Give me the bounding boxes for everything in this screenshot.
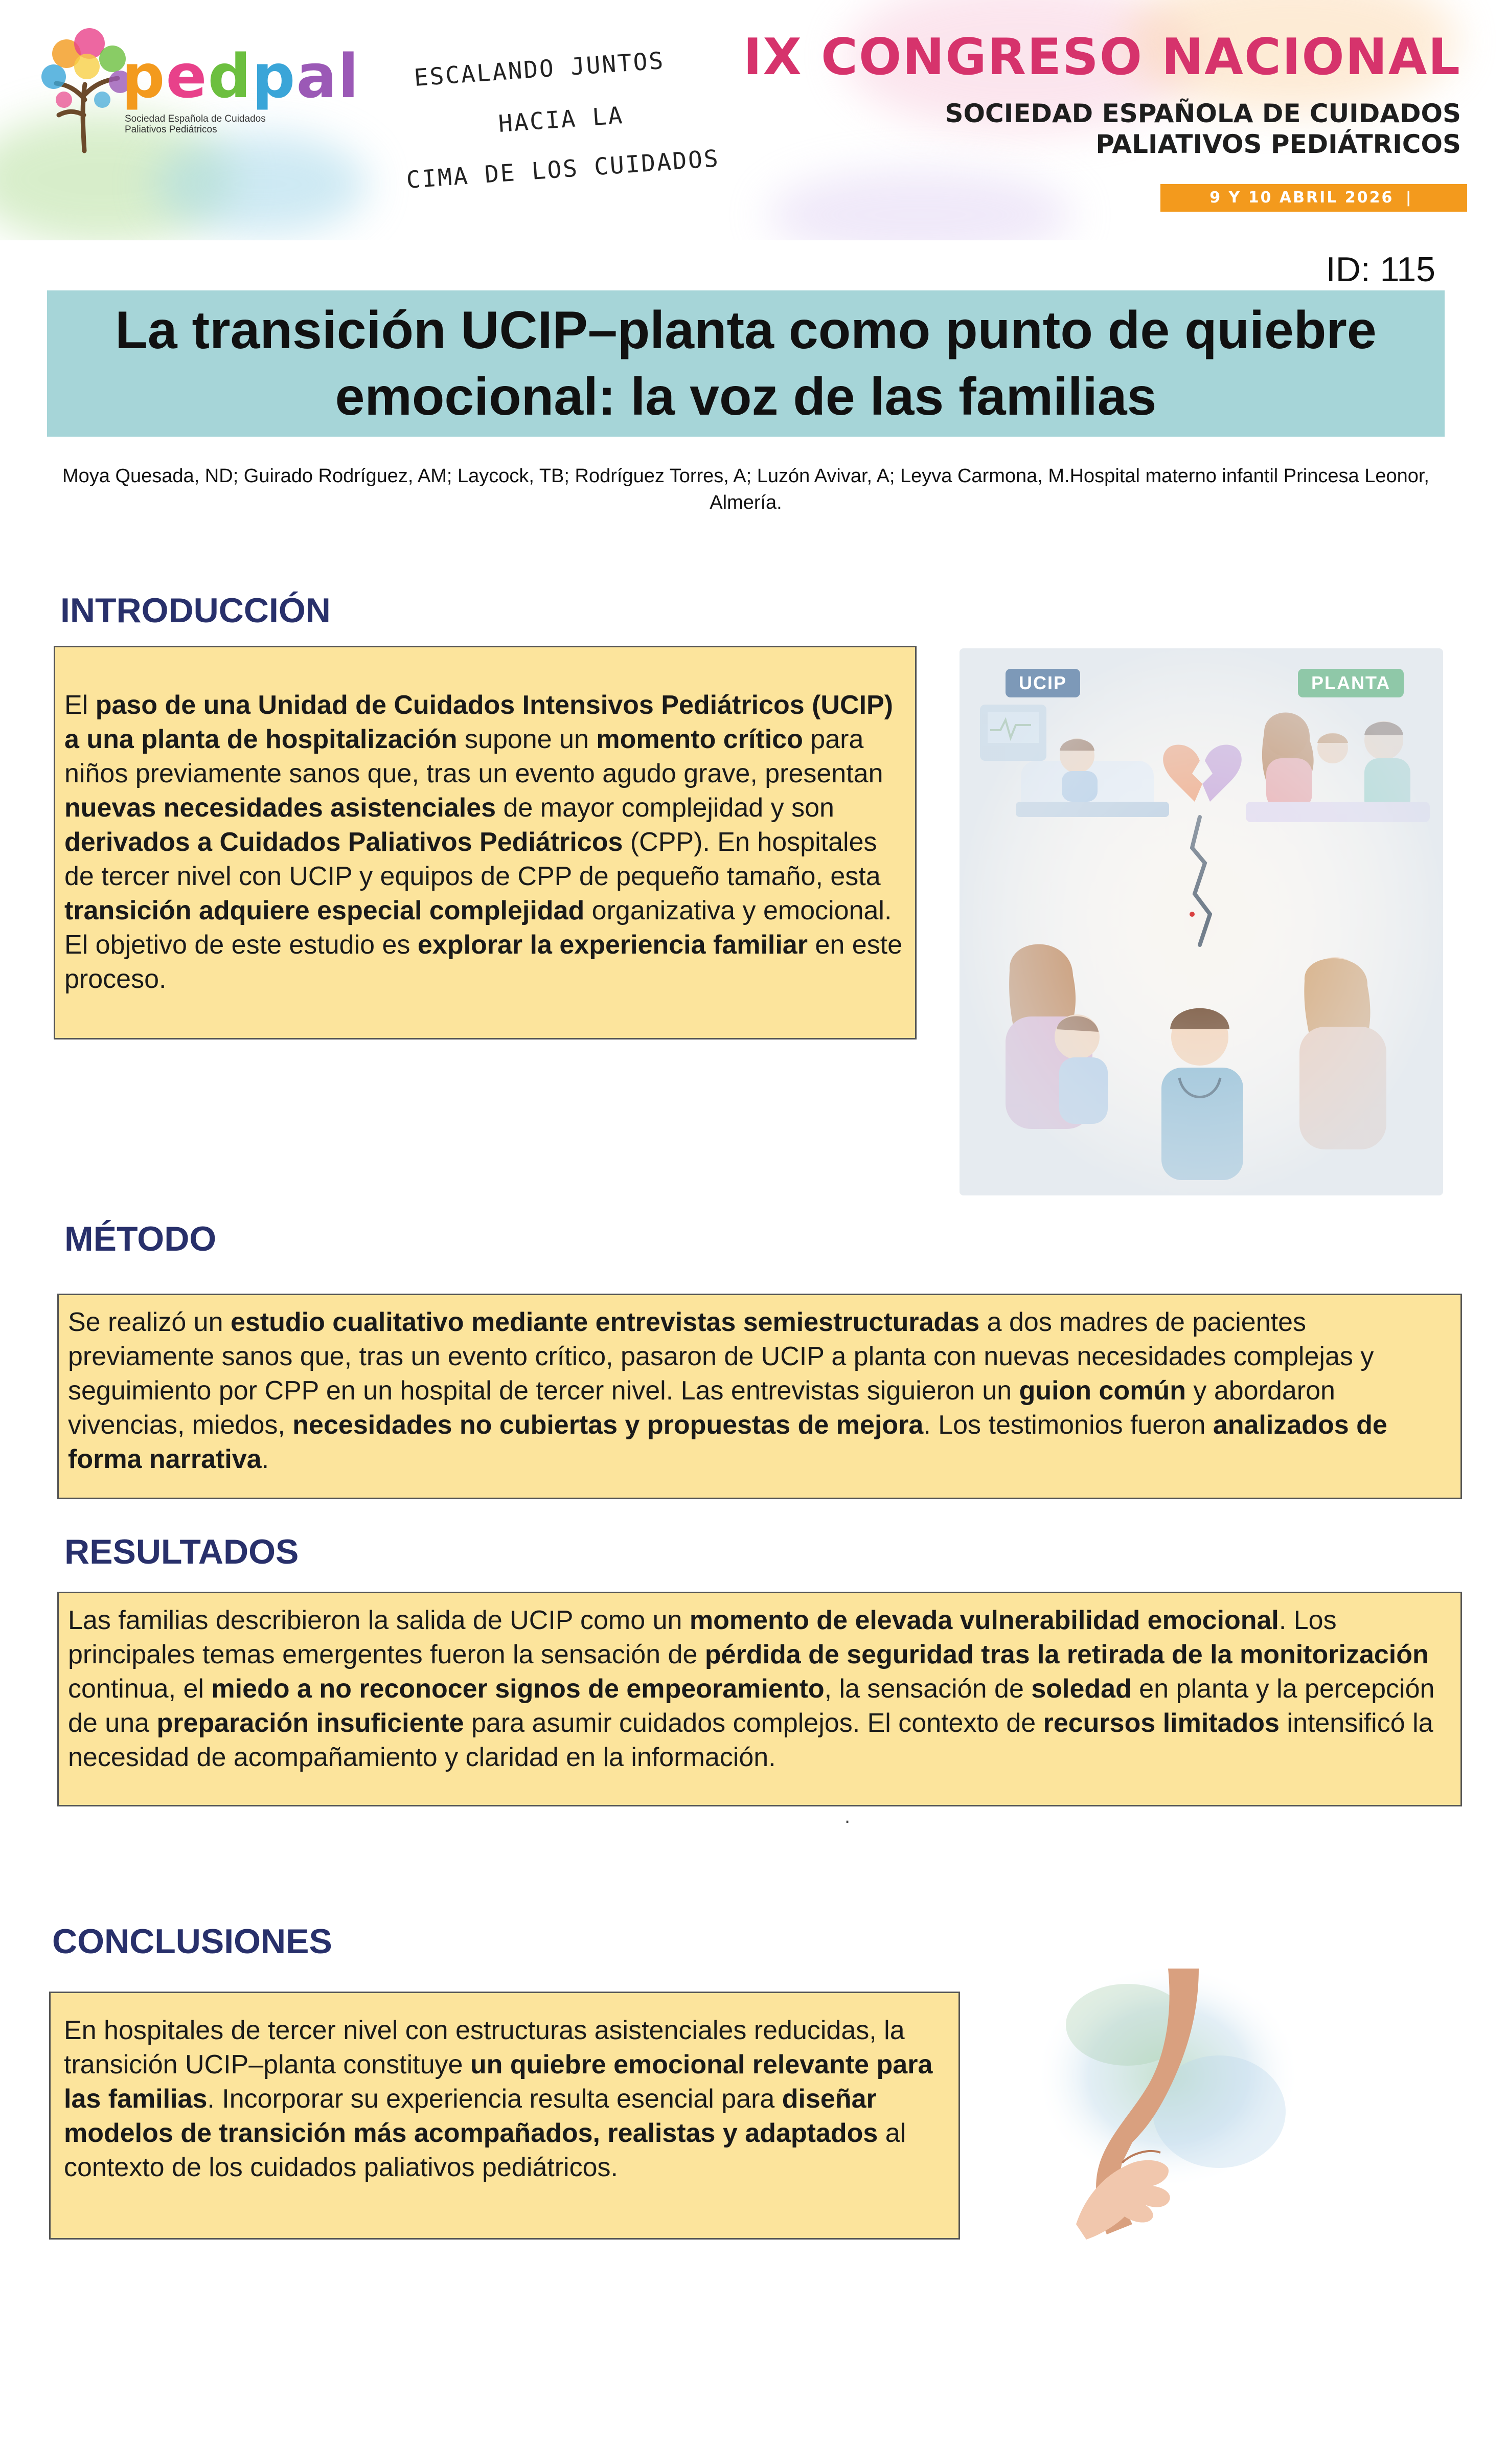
results-text: . Los principales temas emergentes fueron la sensación de [68, 1606, 1337, 1669]
conclusions-bold: un quiebre emocional relevante para las familias [64, 2050, 933, 2114]
method-text: . [261, 1444, 269, 1474]
results-heading: RESULTADOS [64, 1532, 299, 1571]
method-text: y abordaron vivencias, miedos, [68, 1376, 1335, 1440]
intro-text: (CPP). En hospitales de tercer nivel con UCIP y equipos de CPP de pequeño tamaño, esta [64, 827, 881, 891]
slogan-line-3: CIMA DE LOS CUIDADOS [405, 144, 721, 194]
planta-tag: PLANTA [1298, 669, 1404, 697]
poster-title: La transición UCIP–planta como punto de quiebre emocional: la voz de las familias [115, 301, 1377, 426]
slogan-line-2: HACIA LA [497, 101, 625, 138]
intro-bold: momento crítico [596, 725, 803, 754]
method-bold: guion común [1019, 1376, 1186, 1406]
conclusions-text: al contexto de los cuidados paliativos pediátricos. [64, 2118, 906, 2182]
poster-id: ID: 115 [1326, 250, 1435, 289]
results-text: en planta y la percepción de una [68, 1674, 1435, 1738]
society-line-1: SOCIEDAD ESPAÑOLA DE CUIDADOS [945, 99, 1461, 128]
results-bold: soledad [1031, 1674, 1132, 1704]
tree-logo-icon [36, 23, 133, 156]
results-bold: momento de elevada vulnerabilidad emocional [689, 1606, 1279, 1635]
intro-text: organizativa y emocional. El objetivo de este estudio es [64, 896, 892, 960]
method-text: a dos madres de pacientes previamente sanos que, tras un evento crítico, pasaron de UCIP a planta con nuevas necesidades complejas y seguimiento por CPP en un hospital de tercer nivel. Las entrevistas siguieron un [68, 1307, 1374, 1406]
intro-box [54, 646, 917, 1039]
watercolor-wash-blue [153, 133, 368, 235]
pedpal-logo-text: pedpal [122, 41, 360, 111]
conclusions-text: En hospitales de tercer nivel con estructuras asistenciales reducidas, la transición UCIP–planta constituye [64, 2016, 905, 2079]
results-box [57, 1592, 1462, 1806]
intro-text: de mayor complejidad y son [496, 793, 834, 823]
watercolor-wash-lilac [767, 169, 1074, 240]
conclusions-bold: diseñar modelos de transición más acompañados, realistas y adaptados [64, 2084, 878, 2148]
results-text: intensificó la necesidad de acompañamiento y claridad en la información. [68, 1708, 1433, 1772]
method-bold: analizados de forma narrativa [68, 1410, 1387, 1474]
date-banner [1160, 184, 1467, 234]
family-transition-image [960, 648, 1443, 1195]
results-bold: preparación insuficiente [156, 1708, 464, 1738]
conclusions-heading: CONCLUSIONES [52, 1922, 332, 1961]
trailing-mark: . [844, 1805, 851, 1827]
method-heading: MÉTODO [64, 1219, 217, 1258]
conclusions-text: . Incorporar su experiencia resulta esencial para [207, 2084, 782, 2114]
method-text: Se realizó un [68, 1307, 231, 1337]
intro-text: en este proceso. [64, 930, 902, 994]
results-bold: pérdida de seguridad tras la retirada de la monitorización [704, 1640, 1429, 1669]
results-text: , la sensación de [824, 1674, 1032, 1704]
date-separator: | [1405, 189, 1413, 207]
intro-text: supone un [457, 725, 597, 754]
intro-bold: nuevas necesidades asistenciales [64, 793, 496, 823]
poster-header [0, 0, 1507, 240]
logo-subtitle: Sociedad Española de Cuidados Paliativos Pediátricos [125, 114, 266, 135]
results-bold: miedo a no reconocer signos de empeoramiento [211, 1674, 825, 1704]
conclusions-box [49, 1992, 960, 2240]
results-text: para asumir cuidados complejos. El contexto de [464, 1708, 1043, 1738]
congress-date: 9 Y 10 ABRIL 2026 [1209, 189, 1394, 207]
congress-title: IX CONGRESO NACIONAL [743, 28, 1461, 86]
intro-bold: paso de una Unidad de Cuidados Intensivos Pediátricos (UCIP) a una planta de hospitalización [64, 690, 893, 754]
method-bold: estudio cualitativo mediante entrevistas semiestructuradas [230, 1307, 980, 1337]
intro-heading: INTRODUCCIÓN [60, 591, 331, 630]
society-line-2: PALIATIVOS PEDIÁTRICOS [1095, 129, 1461, 159]
slogan-line-1: ESCALANDO JUNTOS [413, 46, 666, 92]
ucip-tag: UCIP [1006, 669, 1080, 697]
congress-place: TENERIFE [1266, 216, 1361, 234]
society-name [945, 98, 1462, 160]
method-bold: necesidades no cubiertas y propuestas de mejora [292, 1410, 924, 1440]
method-box [57, 1294, 1462, 1499]
title-banner [47, 290, 1445, 437]
results-text: continua, el [68, 1674, 212, 1704]
holding-hands-illustration [1015, 1958, 1301, 2245]
results-bold: recursos limitados [1043, 1708, 1280, 1738]
intro-text: para niños previamente sanos que, tras un evento agudo grave, presentan [64, 725, 883, 788]
intro-bold: derivados a Cuidados Paliativos Pediátricos [64, 827, 623, 857]
results-text: Las familias describieron la salida de UCIP como un [68, 1606, 690, 1635]
intro-bold: explorar la experiencia familiar [417, 930, 808, 960]
holding-hands-icon [1015, 1958, 1301, 2245]
intro-bold: transición adquiere especial complejidad [64, 896, 585, 925]
authors-affiliation: Moya Quesada, ND; Guirado Rodríguez, AM; Laycock, TB; Rodríguez Torres, A; Luzón Avivar, A; Leyva Carmona, M.Hospital materno infantil Princesa Leonor, Almería. [62, 465, 1429, 513]
method-text: . Los testimonios fueron [923, 1410, 1213, 1440]
intro-text: El [64, 690, 96, 720]
ucip-planta-illustration [960, 648, 1443, 1195]
